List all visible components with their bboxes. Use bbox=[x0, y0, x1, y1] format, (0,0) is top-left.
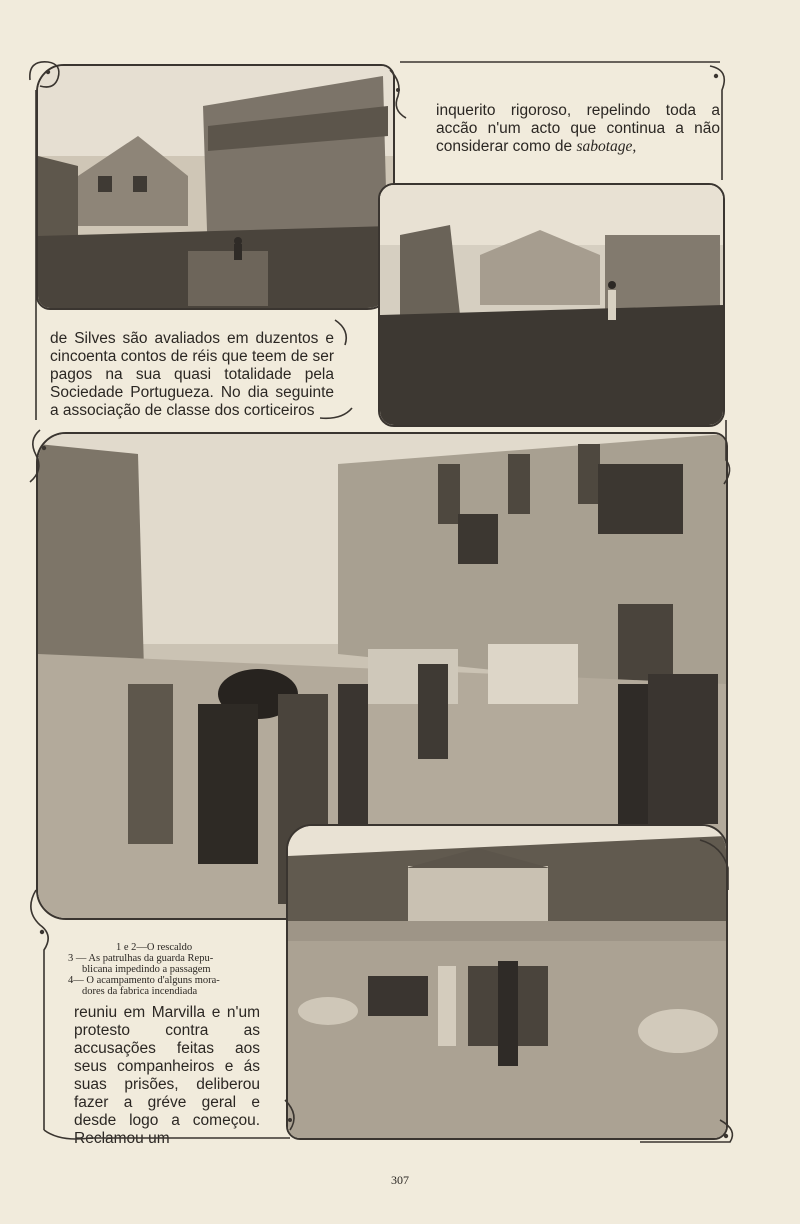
body-text-top-right-italic: sabotage, bbox=[576, 138, 637, 155]
body-text-bottom-left-paragraph: reuniu em Marvilla e n'um protesto contra as accusações feitas aos seus companheiros e ás suas prisões, deliberou fazer a gréve geral e desde logo a começou. Reclamou um bbox=[74, 1004, 260, 1147]
photo-ruins-1-image bbox=[38, 66, 393, 308]
page-number: 307 bbox=[391, 1173, 409, 1187]
caption-line: dores da fabrica incendiada bbox=[82, 986, 198, 997]
caption-line: 3 — As patrulhas da guarda Repu- bbox=[68, 953, 214, 964]
photo-encampment-image bbox=[288, 826, 726, 1138]
photo-caption bbox=[68, 942, 278, 997]
caption-line: 4— O acampamento d'alguns mora- bbox=[68, 975, 220, 986]
photo-ruins-2-image bbox=[380, 185, 723, 425]
body-text-bottom-left bbox=[74, 1004, 260, 1148]
caption-line: blicana impedindo a passagem bbox=[82, 964, 211, 975]
body-text-middle-left-paragraph: de Silves são avaliados em duzentos e cincoenta contos de réis que teem de ser pagos na sua quasi totalidade pela Sociedade Portugueza. No dia seguinte a associação de classe dos corticeiros bbox=[50, 330, 334, 419]
body-text-top-right bbox=[436, 102, 720, 156]
photo-ruins-2 bbox=[378, 183, 725, 427]
body-text-top-right-plain: inquerito rigoroso, repelindo toda a accão n'um acto que continua a não considerar como de bbox=[436, 102, 720, 155]
body-text-middle-left bbox=[50, 330, 334, 420]
photo-encampment bbox=[286, 824, 728, 1140]
photo-ruins-1 bbox=[36, 64, 395, 310]
caption-line: 1 e 2—O rescaldo bbox=[116, 942, 193, 953]
